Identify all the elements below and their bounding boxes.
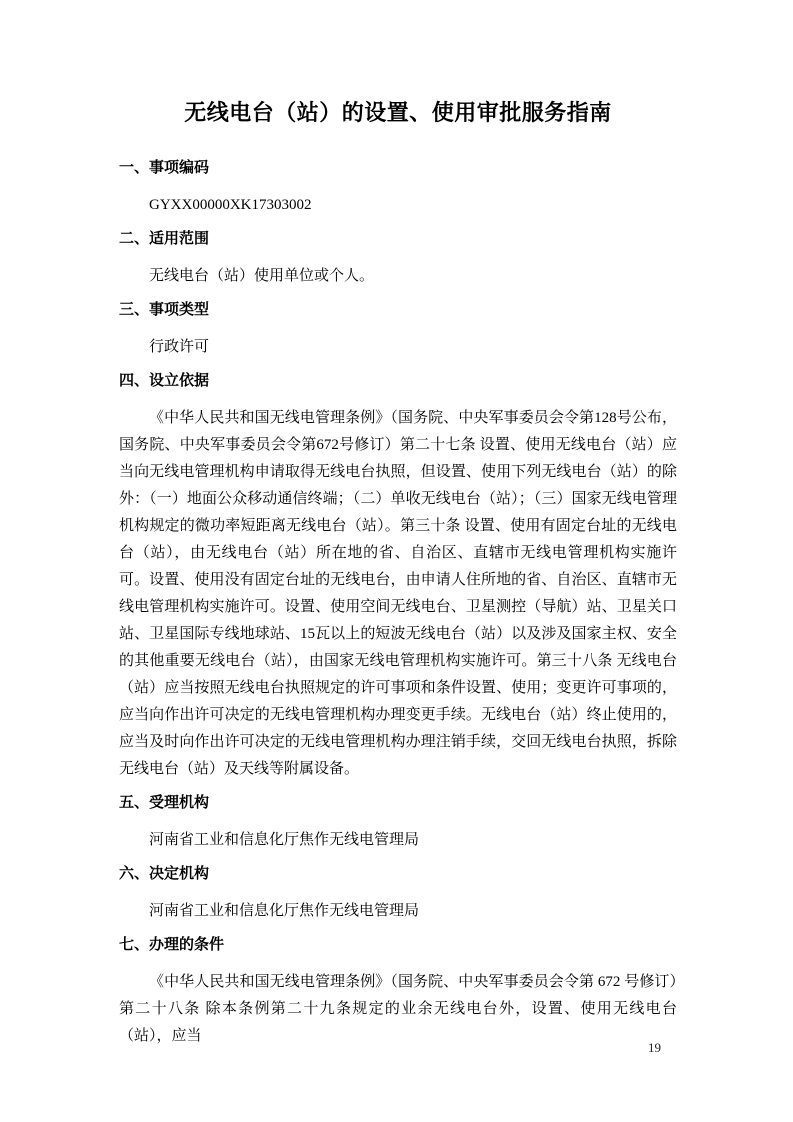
page-number: 19 — [648, 1040, 661, 1055]
section-conditions — [119, 931, 677, 1050]
section-body: 行政许可 — [149, 339, 210, 355]
section-accepting-authority — [119, 789, 677, 854]
section-scope — [119, 225, 677, 290]
section-body: 《中华人民共和国无线电管理条例》（国务院、中央军事委员会令第 672 号修订）第二十八条 除本条例第二十九条规定的业余无线电台外，设置、使用无线电台（站），应当 — [119, 974, 677, 1044]
section-legal-basis — [119, 367, 677, 783]
section-heading: 七、办理的条件 — [119, 936, 225, 953]
section-heading: 六、决定机构 — [119, 865, 210, 882]
section-body: 河南省工业和信息化厅焦作无线电管理局 — [149, 832, 420, 848]
section-body: 《中华人民共和国无线电管理条例》（国务院、中央军事委员会令第128号公布，国务院、中央军事委员会令第672号修订）第二十七条 设置、使用无线电台（站）应当向无线电管理机构申请取得无线电台执照，但设置、使用下列无线电台（站）的除外：（一）地面公众移动通信终端；（二）单收无线电台（站）；（三）国家无线电管理机构规定的微功率短距离无线电台（站）。第三十条 设置、使用有固定台址的无线电台（站），由无线电台（站）所在地的省、自治区、直辖市无线电管理机构实施许可。设置、使用没有固定台址的无线电台，由申请人住所地的省、自治区、直辖市无线电管理机构实施许可。设置、使用空间无线电台、卫星测控（导航）站、卫星关口站、卫星国际专线地球站、15瓦以上的短波无线电台（站）以及涉及国家主权、安全的其他重要无线电台（站），由国家无线电管理机构实施许可。第三十八条 无线电台（站）应当按照无线电台执照规定的许可事项和条件设置、使用；变更许可事项的，应当向作出许可决定的无线电管理机构办理变更手续。无线电台（站）终止使用的，应当及时向作出许可决定的无线电管理机构办理注销手续，交回无线电台执照，拆除无线电台（站）及天线等附属设备。 — [119, 410, 677, 777]
section-heading: 一、事项编码 — [119, 159, 210, 176]
section-heading: 三、事项类型 — [119, 301, 210, 318]
section-heading: 五、受理机构 — [119, 794, 210, 811]
section-heading: 四、设立依据 — [119, 372, 210, 389]
section-body: 无线电台（站）使用单位或个人。 — [149, 268, 375, 284]
section-deciding-authority — [119, 860, 677, 925]
section-item-type — [119, 296, 677, 361]
section-body: 河南省工业和信息化厅焦作无线电管理局 — [149, 903, 420, 919]
page-title: 无线电台（站）的设置、使用审批服务指南 — [184, 100, 612, 125]
section-body: GYXX00000XK17303002 — [149, 197, 312, 213]
section-heading: 二、适用范围 — [119, 230, 210, 247]
document-content — [119, 98, 677, 1056]
section-item-code — [119, 154, 677, 219]
